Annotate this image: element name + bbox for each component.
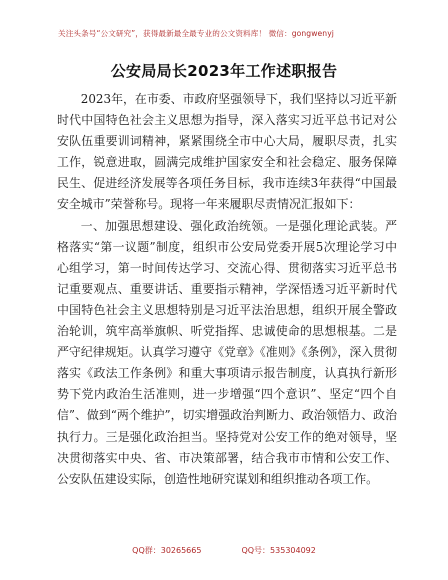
contact-footer	[0, 545, 448, 556]
body-paragraph-section-1: 一、加强思想建设、强化政治统领。一是强化理论武装。严格落实“第一议题”制度，组织市公安局党委开展5次理论学习中心组学习，第一时间传达学习、交流心得、贯彻落实习近平总书记重要观点、重要讲话、重要指示精神，学深悟透习近平新时代中国特色社会主义思想特别是习近平法治思想，组织开展全警政治轮训，筑牢高举旗帜、听党指挥、忠诚使命的思想根基。二是严守纪律规矩。认真学习遵守《党章》《准则》《条例》，深入贯彻落实《政法工作条例》和重大事项请示报告制度，认真执行新形势下党内政治生活准则，进一步增强“四个意识”、坚定“四个自信”、做到“两个维护”，切实增强政治判断力、政治领悟力、政治执行力。三是强化政治担当。坚持党对公安工作的绝对领导，坚决贯彻落实中央、省、市决策部署，结合我市市情和公安工作、公安队伍建设实际，创造性地研究谋划和组织推动各项工作。	[57, 218, 397, 486]
promo-banner: 关注头条号“公文研究”，获得最新最全最专业的公文资料库！ 微信：gongwenyj	[58, 29, 334, 38]
document-title: 公安局局长2023年工作述职报告	[110, 62, 338, 80]
body-paragraph-intro: 2023年，在市委、市政府坚强领导下，我们坚持以习近平新时代中国特色社会主义思想为指导，深入落实习近平总书记对公安队伍重要训词精神，紧紧围绕全市中心大局，履职尽责，扎实工作，锐意进取，圆满完成维护国家安全和社会稳定、服务保障民生、促进经济发展等各项任务目标，我市连续3年获得“中国最安全城市”荣誉称号。现将一年来履职尽责情况汇报如下：	[57, 92, 397, 212]
qq-group-text: QQ群：30265665	[132, 546, 202, 555]
document-body	[57, 89, 397, 490]
qq-number-text: QQ号：535304092	[241, 546, 316, 555]
